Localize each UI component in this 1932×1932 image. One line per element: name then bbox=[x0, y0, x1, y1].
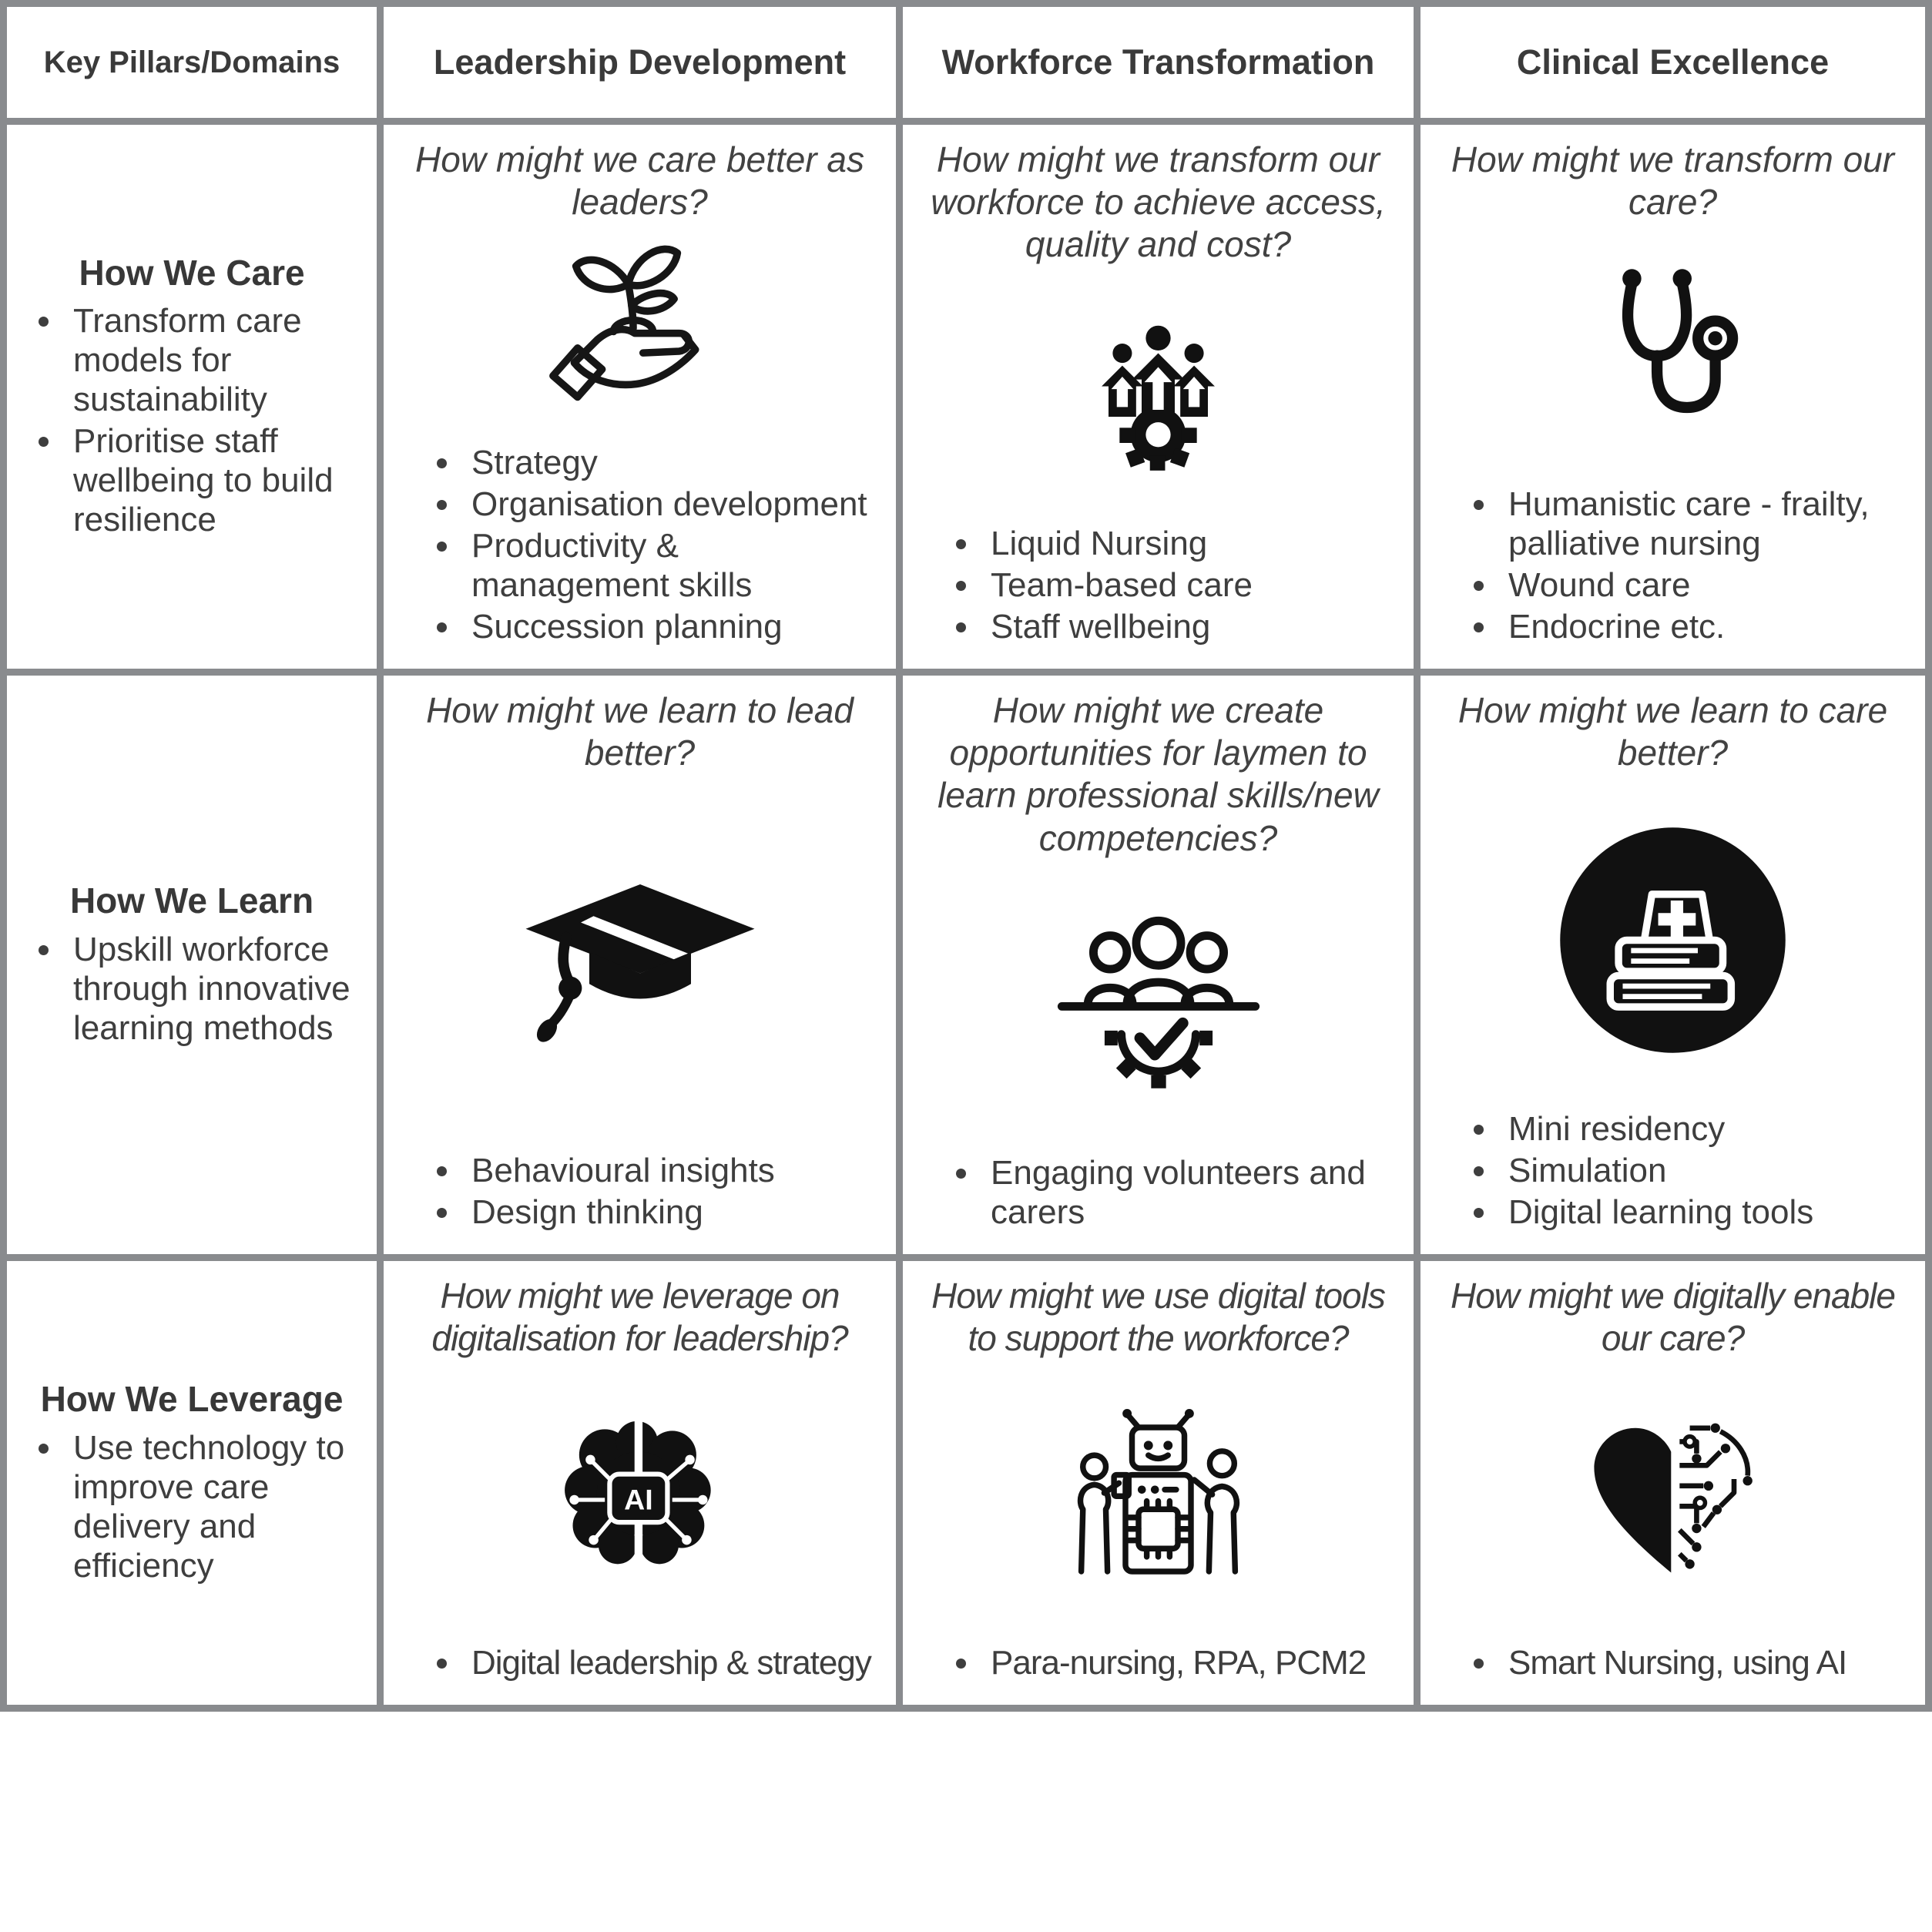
ai-brain-icon bbox=[544, 1404, 736, 1596]
header-label: Workforce Transformation bbox=[941, 42, 1375, 82]
pillar-bullet-list bbox=[19, 927, 364, 1050]
pillar-title: How We Learn bbox=[69, 880, 314, 921]
stethoscope-icon bbox=[1578, 258, 1767, 447]
cell-icon bbox=[1437, 1360, 1908, 1639]
list-item: • Prioritise staff wellbeing to build resilience bbox=[64, 421, 361, 539]
robot-people-icon bbox=[1060, 1401, 1256, 1598]
list-item: • Use technology to improve care delivery and efficiency bbox=[64, 1428, 361, 1585]
header-label: Key Pillars/Domains bbox=[43, 45, 340, 79]
list-item: • Digital leadership & strategy bbox=[462, 1643, 876, 1682]
cell-care-leadership bbox=[384, 125, 896, 669]
cell-bullet-list bbox=[401, 441, 879, 649]
cell-question: How might we create opportunities for laymen to learn professional skills/new competencies? bbox=[937, 690, 1379, 858]
header-leadership-development bbox=[384, 7, 896, 118]
cell-bullet-list bbox=[920, 1151, 1397, 1234]
pillar-bullet-list bbox=[19, 299, 364, 542]
cell-icon bbox=[920, 267, 1397, 520]
cell-care-clinical bbox=[1420, 125, 1925, 669]
list-item: • Productivity & management skills bbox=[462, 526, 876, 605]
header-workforce-transformation bbox=[903, 7, 1414, 118]
pillar-bullet-list bbox=[19, 1426, 364, 1588]
list-item: • Digital learning tools bbox=[1499, 1192, 1905, 1232]
list-item: • Transform care models for sustainability bbox=[64, 301, 361, 419]
list-item: • Smart Nursing, using AI bbox=[1499, 1643, 1905, 1682]
cell-leverage-workforce bbox=[903, 1261, 1414, 1705]
pillar-title: How We Leverage bbox=[40, 1379, 344, 1420]
list-item: • Design thinking bbox=[462, 1192, 876, 1232]
cell-icon bbox=[920, 1360, 1397, 1639]
cell-leverage-leadership bbox=[384, 1261, 896, 1705]
cell-bullet-list bbox=[1437, 1641, 1908, 1685]
cell-leverage-clinical bbox=[1420, 1261, 1925, 1705]
cell-question: How might we use digital tools to support the workforce? bbox=[931, 1276, 1385, 1359]
list-item: • Organisation development bbox=[462, 485, 876, 524]
cell-bullet-list bbox=[920, 522, 1397, 649]
cell-icon bbox=[1437, 774, 1908, 1105]
svg-text:AI: AI bbox=[623, 1483, 653, 1516]
cell-icon bbox=[1437, 223, 1908, 481]
pillar-how-we-learn bbox=[7, 676, 377, 1254]
cell-bullet-list bbox=[1437, 1107, 1908, 1234]
cell-icon bbox=[920, 860, 1397, 1149]
list-item: • Succession planning bbox=[462, 607, 876, 646]
cell-icon bbox=[401, 1360, 879, 1639]
hand-plant-icon bbox=[542, 233, 738, 430]
pillar-how-we-care bbox=[7, 125, 377, 669]
cell-bullet-list bbox=[401, 1641, 879, 1685]
header-label: Clinical Excellence bbox=[1516, 42, 1830, 82]
volunteers-gear-icon bbox=[1047, 893, 1270, 1116]
pillar-title: How We Care bbox=[79, 252, 305, 293]
cell-question: How might we digitally enable our care? bbox=[1451, 1276, 1895, 1359]
header-key-pillars bbox=[7, 7, 377, 118]
cell-question: How might we leverage on digitalisation for leadership? bbox=[431, 1276, 848, 1359]
header-clinical-excellence bbox=[1420, 7, 1925, 118]
list-item: • Wound care bbox=[1499, 565, 1905, 605]
header-label: Leadership Development bbox=[433, 42, 847, 82]
list-item: • Simulation bbox=[1499, 1151, 1905, 1190]
cell-icon bbox=[401, 223, 879, 438]
cell-icon bbox=[401, 774, 879, 1147]
cell-bullet-list bbox=[1437, 482, 1908, 649]
list-item: • Humanistic care - frailty, palliative nursing bbox=[1499, 485, 1905, 563]
people-growth-gear-icon bbox=[1075, 310, 1241, 476]
graduation-cap-icon bbox=[513, 834, 767, 1088]
cell-care-workforce bbox=[903, 125, 1414, 669]
list-item: • Strategy bbox=[462, 443, 876, 482]
list-item: • Mini residency bbox=[1499, 1109, 1905, 1149]
cell-bullet-list bbox=[401, 1149, 879, 1234]
heart-circuit-icon bbox=[1571, 1397, 1775, 1602]
pillar-how-we-leverage bbox=[7, 1261, 377, 1705]
cell-learn-clinical bbox=[1420, 676, 1925, 1254]
cell-question: How might we care better as leaders? bbox=[415, 139, 864, 223]
list-item: • Para-nursing, RPA, PCM2 bbox=[981, 1643, 1394, 1682]
list-item: • Endocrine etc. bbox=[1499, 607, 1905, 646]
list-item: • Staff wellbeing bbox=[981, 607, 1394, 646]
cell-learn-workforce bbox=[903, 676, 1414, 1254]
cell-bullet-list bbox=[920, 1641, 1397, 1685]
list-item: • Engaging volunteers and carers bbox=[981, 1153, 1394, 1232]
list-item: • Behavioural insights bbox=[462, 1151, 876, 1190]
list-item: • Liquid Nursing bbox=[981, 524, 1394, 563]
cell-question: How might we learn to lead better? bbox=[426, 690, 854, 773]
list-item: • Team-based care bbox=[981, 565, 1394, 605]
cell-learn-leadership bbox=[384, 676, 896, 1254]
cell-question: How might we transform our care? bbox=[1451, 139, 1895, 223]
cell-question: How might we transform our workforce to achieve access, quality and cost? bbox=[931, 139, 1386, 265]
cell-question: How might we learn to care better? bbox=[1457, 690, 1888, 773]
nurse-books-icon bbox=[1548, 815, 1798, 1065]
list-item: • Upskill workforce through innovative learning methods bbox=[64, 930, 361, 1048]
